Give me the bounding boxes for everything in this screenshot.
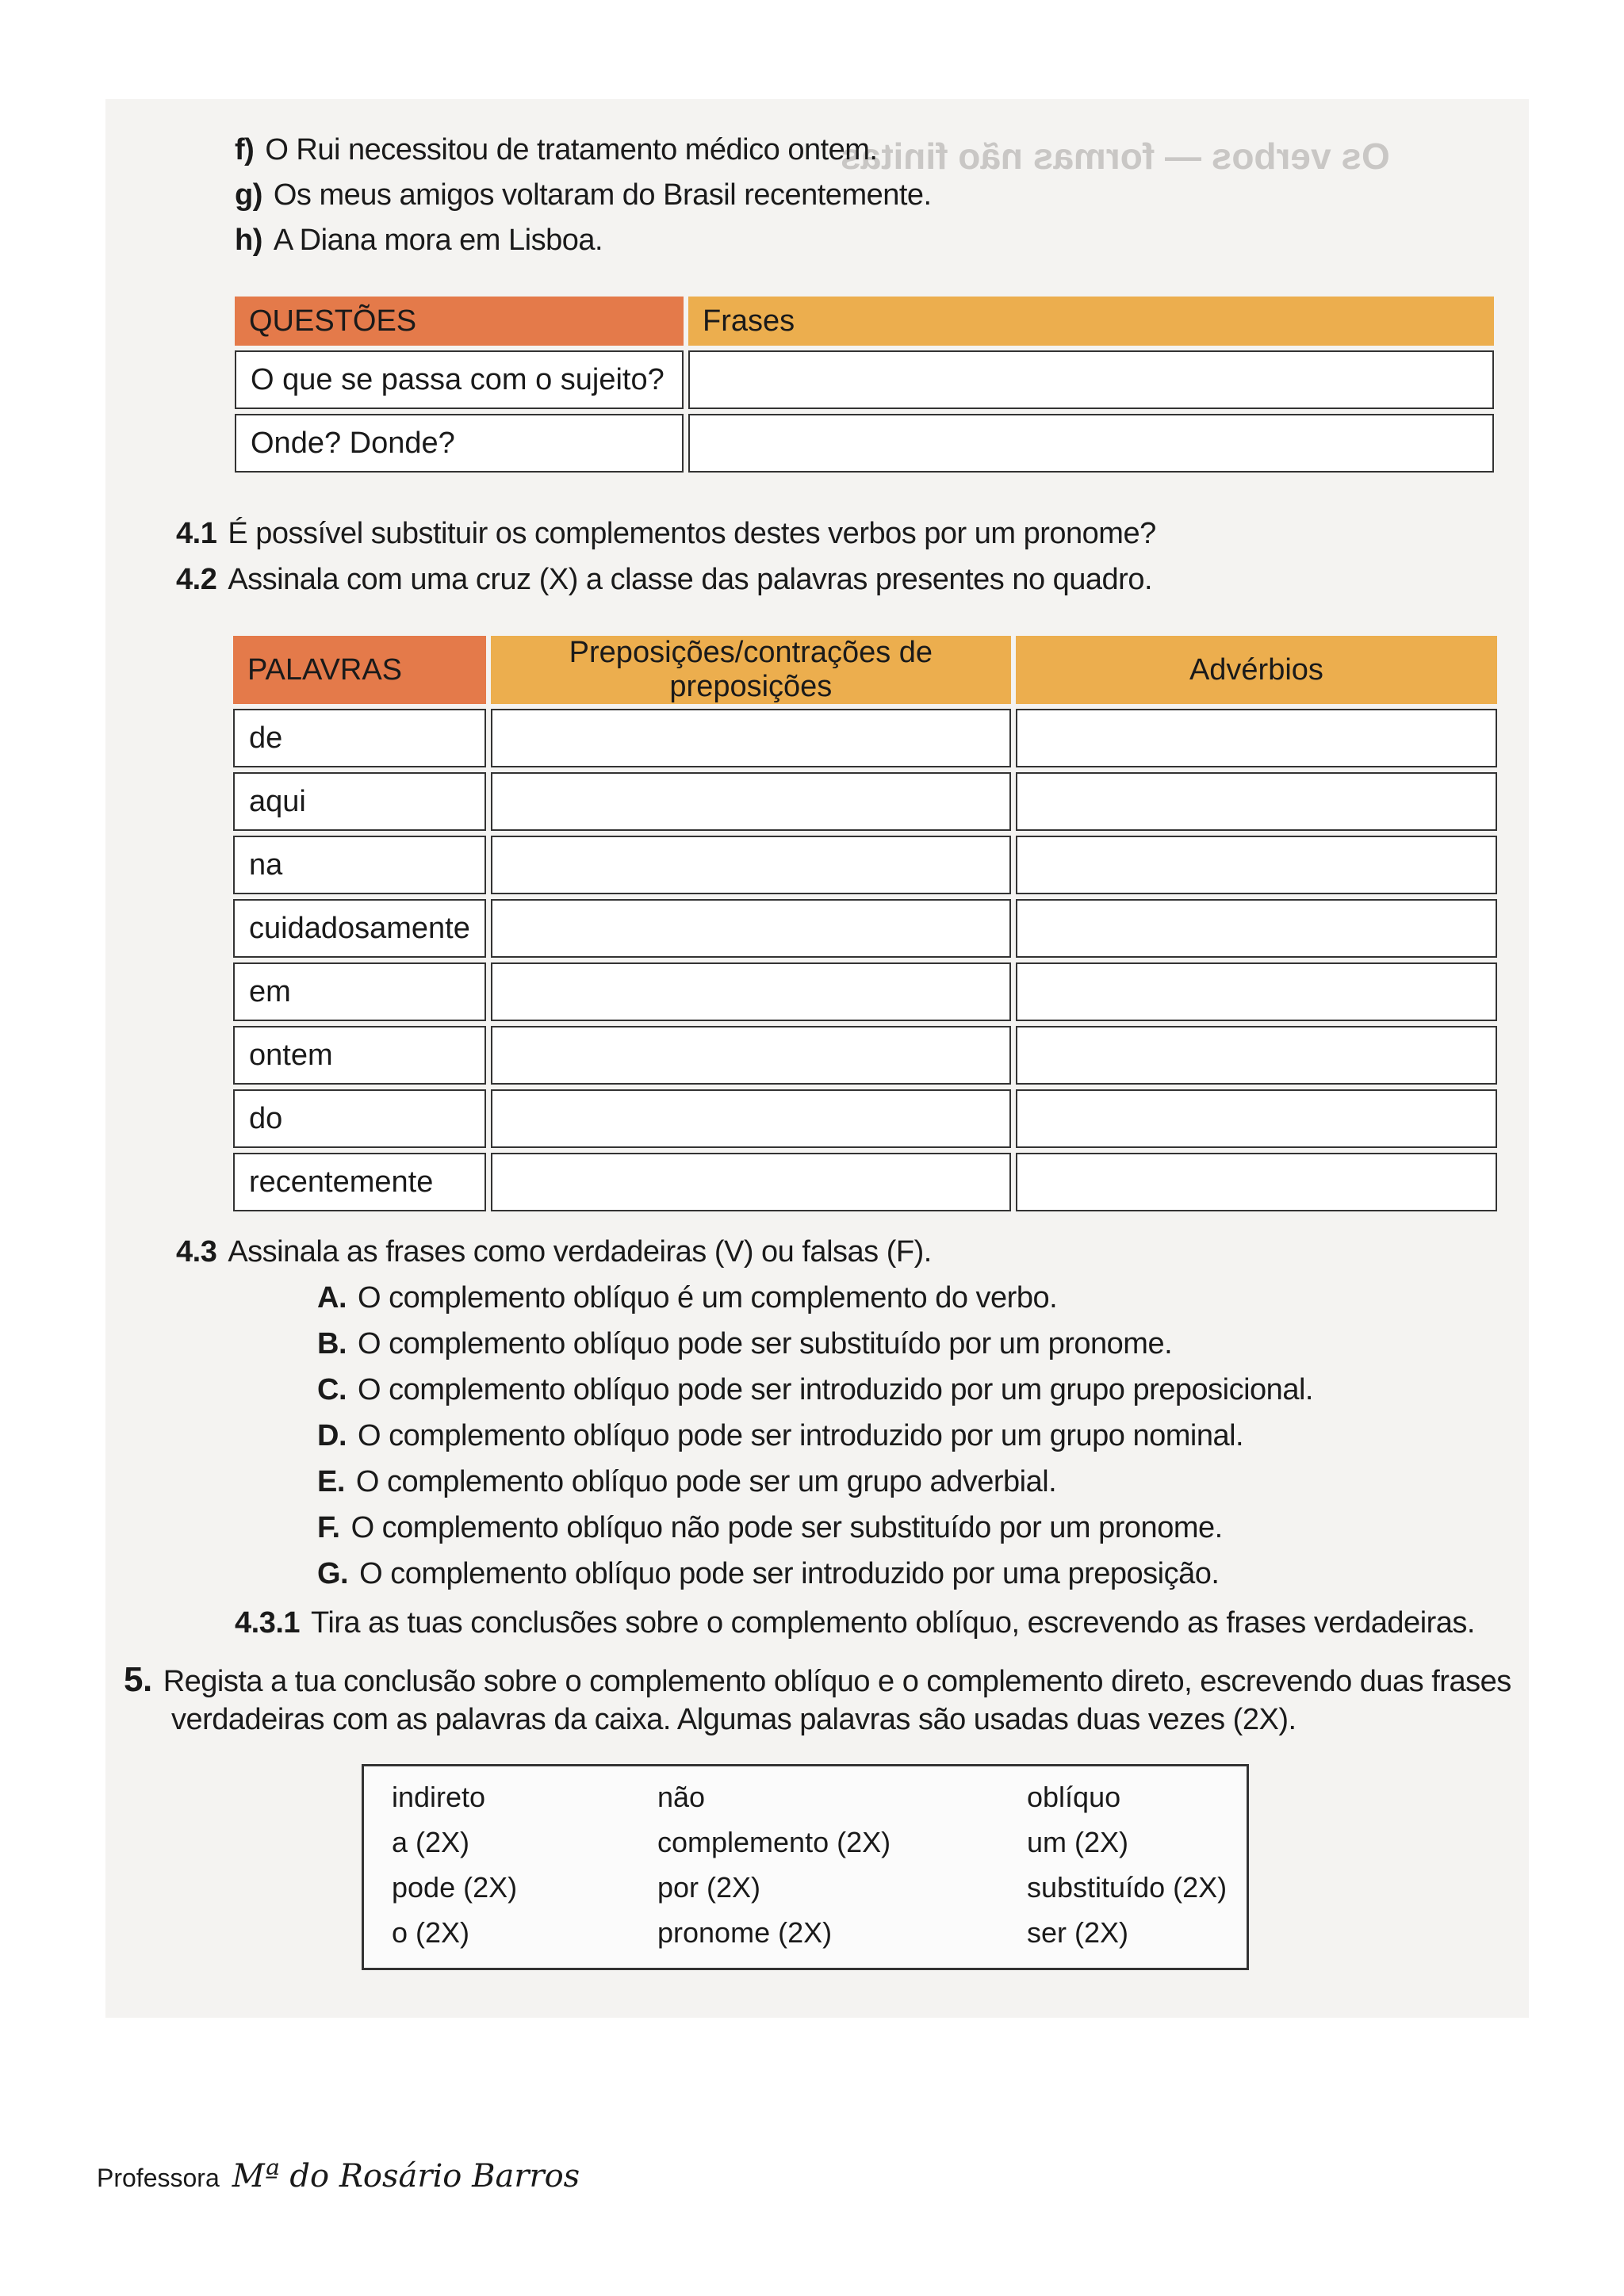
question-5: 5. Regista a tua conclusão sobre o complemento oblíquo e o complemento direto, escrevendo duas frases (124, 1660, 1511, 1699)
check-cell[interactable] (491, 709, 1011, 767)
word-item: o (2X) (392, 1916, 470, 1949)
sentence-f: f) O Rui necessitou de tratamento médico ontem. (235, 133, 878, 166)
word-item: pronome (2X) (657, 1916, 833, 1949)
word-item: ser (2X) (1027, 1916, 1129, 1949)
question-4-2: 4.2 Assinala com uma cruz (X) a classe das palavras presentes no quadro. (176, 563, 1153, 596)
words-table (228, 631, 1502, 1216)
answer-cell[interactable] (688, 350, 1494, 409)
word-item: oblíquo (1027, 1781, 1121, 1813)
check-cell[interactable] (491, 772, 1011, 831)
statement-f: F. O complemento oblíquo não pode ser substituído por um pronome. (317, 1511, 1223, 1544)
footer-label: Professora (97, 2164, 220, 2192)
word-item: indireto (392, 1781, 486, 1813)
question-cell: O que se passa com o sujeito? (235, 350, 684, 409)
word-column-1 (392, 1774, 517, 1955)
check-cell[interactable] (1016, 1153, 1497, 1211)
check-cell[interactable] (1016, 772, 1497, 831)
check-cell[interactable] (491, 962, 1011, 1021)
word-cell: na (233, 836, 486, 894)
check-cell[interactable] (1016, 1026, 1497, 1085)
word-cell: aqui (233, 772, 486, 831)
check-cell[interactable] (1016, 1089, 1497, 1148)
check-cell[interactable] (491, 1026, 1011, 1085)
answer-cell[interactable] (688, 414, 1494, 473)
statement-b: B. O complemento oblíquo pode ser substituído por um pronome. (317, 1327, 1173, 1360)
header-preposicoes: Preposições/contrações de preposições (491, 636, 1011, 704)
statement-g: G. O complemento oblíquo pode ser introduzido por uma preposição. (317, 1557, 1220, 1590)
statement-c: C. O complemento oblíquo pode ser introduzido por um grupo preposicional. (317, 1373, 1313, 1406)
check-cell[interactable] (1016, 962, 1497, 1021)
sentence-g: g) Os meus amigos voltaram do Brasil recentemente. (235, 178, 932, 212)
word-cell: recentemente (233, 1153, 486, 1211)
word-item: substituído (2X) (1027, 1871, 1228, 1904)
word-item: um (2X) (1027, 1826, 1129, 1858)
check-cell[interactable] (491, 899, 1011, 958)
word-item: a (2X) (392, 1826, 470, 1858)
check-cell[interactable] (1016, 709, 1497, 767)
check-cell[interactable] (491, 836, 1011, 894)
word-cell: cuidadosamente (233, 899, 486, 958)
word-cell: de (233, 709, 486, 767)
word-item: complemento (2X) (657, 1826, 891, 1858)
word-item: não (657, 1781, 706, 1813)
word-item: por (2X) (657, 1871, 761, 1904)
check-cell[interactable] (491, 1153, 1011, 1211)
check-cell[interactable] (1016, 836, 1497, 894)
statement-e: E. O complemento oblíquo pode ser um grupo adverbial. (317, 1465, 1057, 1498)
check-cell[interactable] (491, 1089, 1011, 1148)
statement-a: A. O complemento oblíquo é um complemento do verbo. (317, 1281, 1058, 1314)
questions-table (230, 292, 1499, 477)
question-5-line2: verdadeiras com as palavras da caixa. Algumas palavras são usadas duas vezes (2X). (171, 1703, 1297, 1736)
header-adverbios: Advérbios (1016, 636, 1497, 704)
question-cell: Onde? Donde? (235, 414, 684, 473)
footer (97, 2158, 580, 2195)
bleed-through-title: Os verbos — formas não finitas (841, 136, 1390, 177)
header-palavras: PALAVRAS (233, 636, 486, 704)
teacher-signature: Mª do Rosário Barros (232, 2158, 580, 2195)
question-4-3: 4.3 Assinala as frases como verdadeiras (V) ou falsas (F). (176, 1235, 932, 1269)
sentence-h: h) A Diana mora em Lisboa. (235, 224, 603, 257)
word-cell: em (233, 962, 486, 1021)
word-cell: ontem (233, 1026, 486, 1085)
statement-d: D. O complemento oblíquo pode ser introduzido por um grupo nominal. (317, 1419, 1244, 1452)
check-cell[interactable] (1016, 899, 1497, 958)
word-item: pode (2X) (392, 1871, 518, 1904)
header-frases: Frases (688, 297, 1494, 346)
word-column-3 (1027, 1774, 1227, 1955)
word-column-2 (657, 1774, 891, 1955)
question-4-1: 4.1 É possível substituir os complementos destes verbos por um pronome? (176, 517, 1156, 550)
header-questoes: QUESTÕES (235, 297, 684, 346)
question-4-3-1: 4.3.1 Tira as tuas conclusões sobre o complemento oblíquo, escrevendo as frases verdadeiras. (235, 1606, 1475, 1640)
word-cell: do (233, 1089, 486, 1148)
word-box (362, 1764, 1249, 1970)
